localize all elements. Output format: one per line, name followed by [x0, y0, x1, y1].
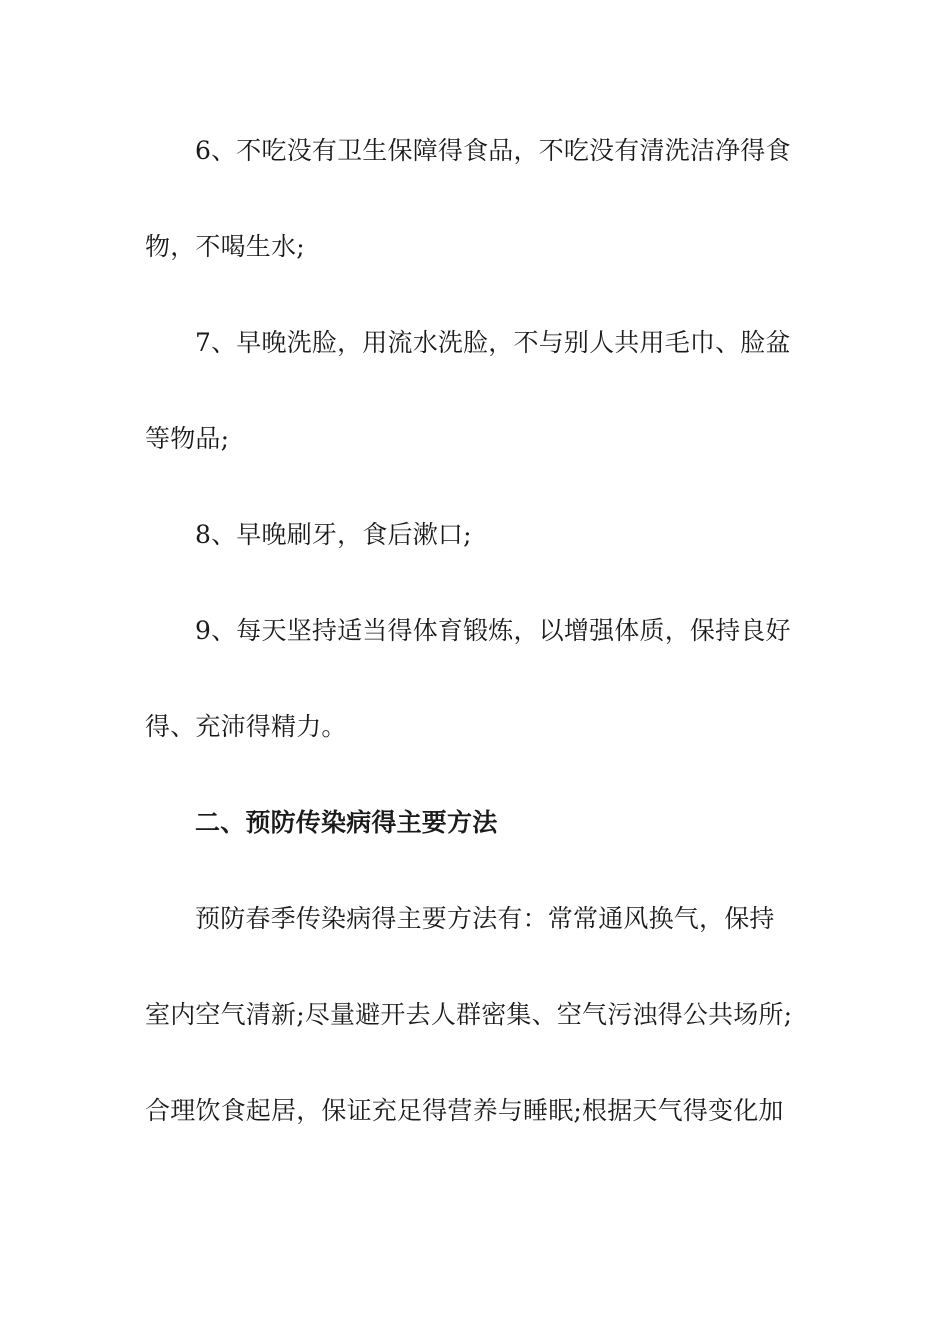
body-paragraph-line-1: 预防春季传染病得主要方法有：常常通风换气，保持 [195, 904, 775, 933]
paragraph-item-6-line-2: 物，不喝生水; [145, 232, 305, 261]
body-paragraph-line-3: 合理饮食起居，保证充足得营养与睡眠;根据天气得变化加 [145, 1096, 784, 1125]
paragraph-item-9-line-2: 得、充沛得精力。 [145, 712, 347, 741]
paragraph-item-7-line-1: 7、早晚洗脸，用流水洗脸，不与别人共用毛巾、脸盆 [195, 328, 791, 357]
section-heading: 二、预防传染病得主要方法 [195, 808, 498, 837]
paragraph-item-7-line-2: 等物品; [145, 424, 230, 453]
paragraph-item-6-line-1: 6、不吃没有卫生保障得食品，不吃没有清洗洁净得食 [195, 136, 791, 165]
paragraph-item-9-line-1: 9、每天坚持适当得体育锻炼，以增强体质，保持良好 [195, 616, 791, 645]
body-paragraph-line-2: 室内空气清新;尽量避开去人群密集、空气污浊得公共场所; [145, 1000, 793, 1029]
paragraph-item-8: 8、早晚刷牙，食后漱口; [195, 520, 472, 549]
